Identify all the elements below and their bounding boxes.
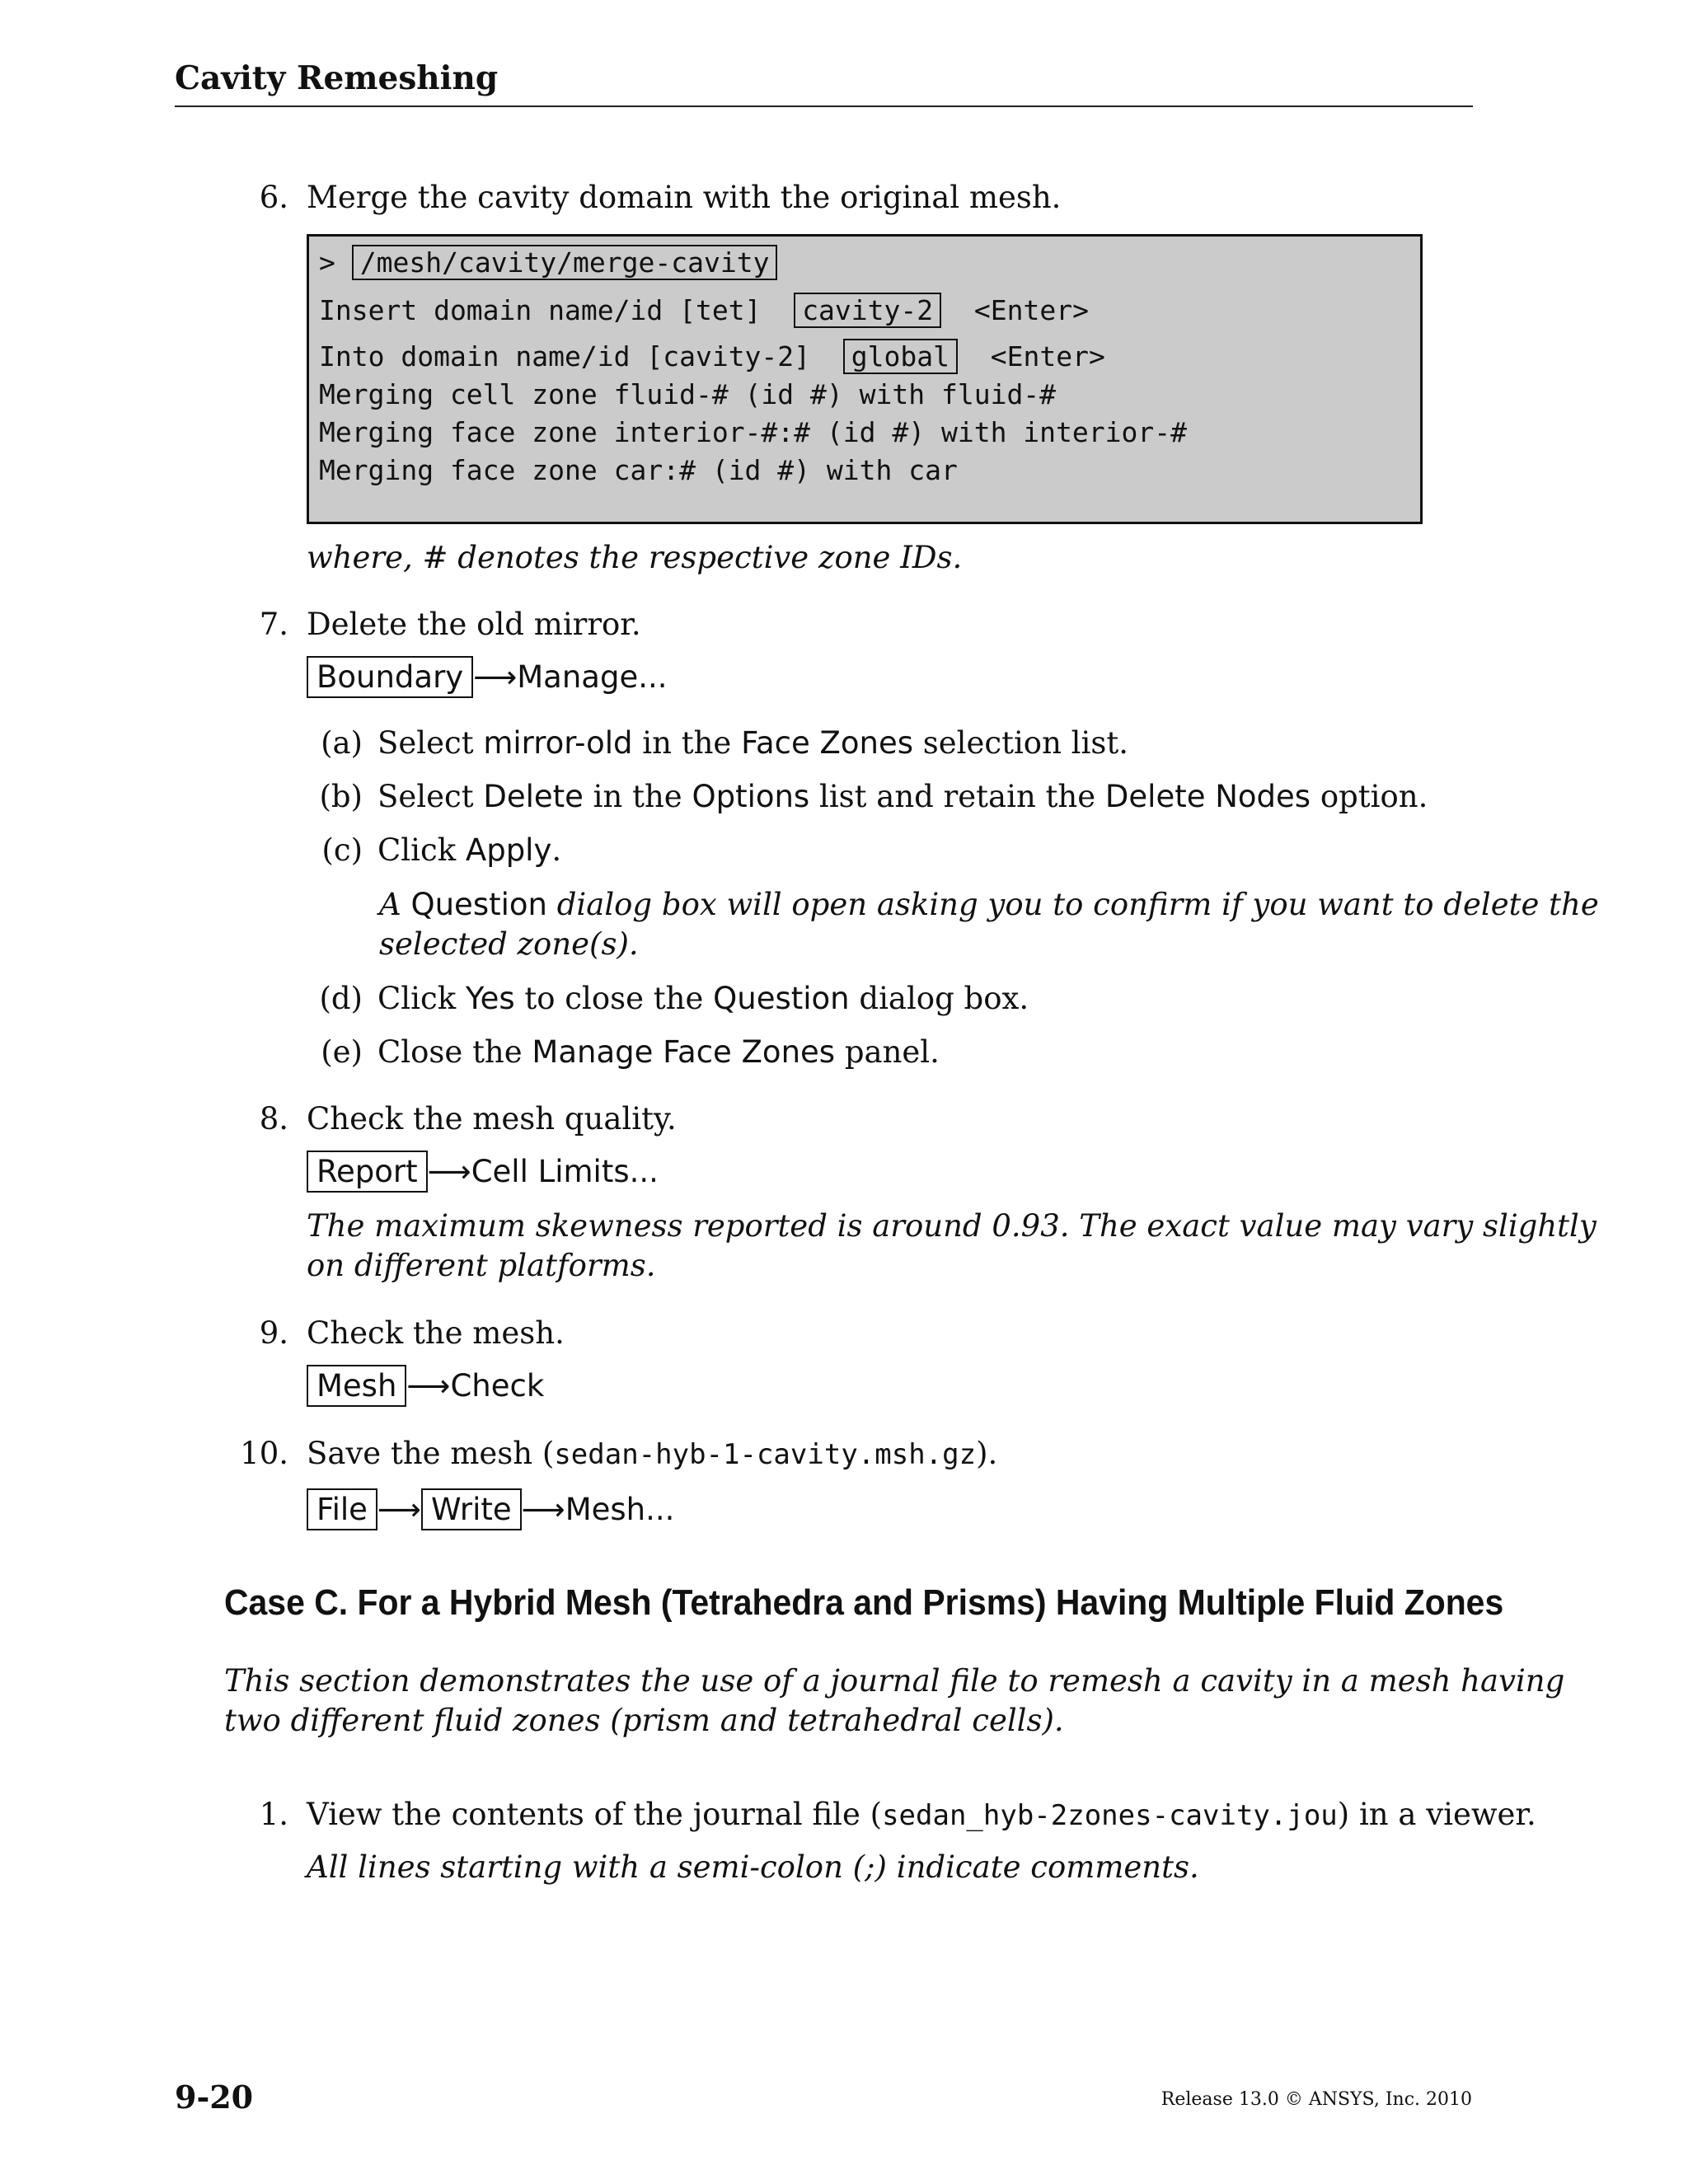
- step-7-menu-path: [307, 659, 668, 695]
- section-heading: Case C. For a Hybrid Mesh (Tetrahedra and Prisms) Having Multiple Fluid Zones: [224, 1582, 1504, 1623]
- face-zones-list-label: Face Zones: [741, 725, 913, 761]
- substep-e-text: Close the Manage Face Zones panel.: [377, 1034, 940, 1070]
- section-intro-line1: This section demonstrates the use of a journal file to remesh a cavity in a mesh having: [224, 1663, 1565, 1699]
- substep-d-text: Click Yes to close the Question dialog box.: [377, 981, 1029, 1016]
- terminal-line-insert: [319, 294, 1089, 326]
- substep-c-note-line1: A Question dialog box will open asking you to confirm if you want to delete the: [379, 887, 1599, 922]
- step-7-number: 7.: [259, 607, 288, 642]
- footer-page-number: 9-20: [175, 2079, 254, 2116]
- terminal-line-command: [319, 246, 777, 279]
- step-9-text: Check the mesh.: [307, 1315, 565, 1351]
- step-9-number: 9.: [259, 1315, 288, 1351]
- terminal-into-input: global: [843, 339, 958, 374]
- step-6-number: 6.: [259, 180, 288, 215]
- terminal-into-prompt: Into domain name/id [cavity-2]: [319, 340, 811, 373]
- footer-release: Release 13.0 © ANSYS, Inc. 2010: [1160, 2089, 1472, 2110]
- page-header-title: Cavity Remeshing: [175, 59, 499, 97]
- mesh-menu-button[interactable]: Mesh: [307, 1365, 406, 1407]
- substep-d-letter: (d): [319, 981, 363, 1016]
- terminal-line-merge-car: Merging face zone car:# (id #) with car: [319, 454, 958, 486]
- file-menu-button[interactable]: File: [307, 1488, 377, 1530]
- write-menu-button[interactable]: Write: [421, 1488, 522, 1530]
- substep-b-text: Select Delete in the Options list and retain the Delete Nodes option.: [377, 779, 1428, 814]
- terminal-insert-prompt: Insert domain name/id [tet]: [319, 294, 762, 326]
- step-c1-text: View the contents of the journal file (sedan_hyb-2zones-cavity.jou) in a viewer.: [307, 1797, 1536, 1832]
- manage-face-zones-panel-label: Manage Face Zones: [532, 1034, 836, 1070]
- journal-filename: sedan_hyb-2zones-cavity.jou: [882, 1799, 1338, 1832]
- menu-arrow-icon: ⟶: [473, 659, 518, 695]
- yes-button-label: Yes: [465, 981, 515, 1016]
- terminal-enter-key: <Enter>: [973, 294, 1089, 326]
- step-10-menu-path: [307, 1492, 674, 1527]
- step-10-text: Save the mesh (sedan-hyb-1-cavity.msh.gz).: [307, 1436, 998, 1471]
- substep-c-letter: (c): [321, 832, 363, 868]
- mesh-filename: sedan-hyb-1-cavity.msh.gz: [554, 1438, 977, 1471]
- delete-nodes-option-label: Delete Nodes: [1104, 779, 1311, 814]
- step-8-note-line1: The maximum skewness reported is around 0.93. The exact value may vary slightly: [307, 1208, 1597, 1244]
- step-8-menu-path: [307, 1154, 659, 1189]
- cell-limits-menu-item[interactable]: Cell Limits...: [471, 1154, 659, 1189]
- options-list-label: Options: [692, 779, 810, 814]
- delete-option-label: Delete: [483, 779, 584, 814]
- step-c1-note: All lines starting with a semi-colon (;) indicate comments.: [307, 1849, 1199, 1885]
- terminal-enter-key: <Enter>: [990, 340, 1105, 373]
- substep-e-letter: (e): [321, 1034, 363, 1070]
- mirror-old-item: mirror-old: [483, 725, 633, 761]
- step-6-text: Merge the cavity domain with the original mesh.: [307, 180, 1062, 215]
- menu-arrow-icon: ⟶: [406, 1368, 451, 1404]
- section-intro-line2: two different fluid zones (prism and tetrahedral cells).: [224, 1703, 1064, 1738]
- check-menu-item[interactable]: Check: [450, 1368, 545, 1404]
- mesh-write-menu-item[interactable]: Mesh...: [565, 1492, 675, 1527]
- terminal-prompt: >: [319, 246, 335, 279]
- terminal-line-into: [319, 340, 1105, 373]
- terminal-insert-input: cavity-2: [794, 293, 941, 328]
- step-8-note-line2: on different platforms.: [307, 1248, 656, 1283]
- step-6-note: where, # denotes the respective zone IDs.: [307, 540, 963, 575]
- step-9-menu-path: [307, 1368, 544, 1404]
- terminal-block: [307, 234, 1423, 524]
- step-10-number: 10.: [240, 1436, 288, 1471]
- substep-b-letter: (b): [319, 779, 363, 814]
- report-menu-button[interactable]: Report: [307, 1151, 428, 1193]
- header-rule: [175, 105, 1473, 107]
- question-dialog-label: Question: [410, 887, 547, 922]
- substep-c-note-line2: selected zone(s).: [379, 926, 639, 962]
- terminal-line-merge-cell: Merging cell zone fluid-# (id #) with fluid-#: [319, 378, 1057, 410]
- substep-a-text: Select mirror-old in the Face Zones selection list.: [377, 725, 1128, 761]
- substep-a-letter: (a): [321, 725, 363, 761]
- menu-arrow-icon: ⟶: [427, 1154, 471, 1189]
- menu-arrow-icon: ⟶: [521, 1492, 565, 1527]
- terminal-line-merge-interior: Merging face zone interior-#:# (id #) with interior-#: [319, 416, 1187, 448]
- terminal-command: /mesh/cavity/merge-cavity: [352, 245, 778, 280]
- substep-c-text: Click Apply.: [377, 832, 562, 868]
- apply-button-label: Apply: [465, 832, 552, 868]
- step-8-text: Check the mesh quality.: [307, 1101, 677, 1137]
- manage-menu-item[interactable]: Manage...: [517, 659, 668, 695]
- step-c1-number: 1.: [259, 1797, 288, 1832]
- question-dialog-label: Question: [713, 981, 850, 1016]
- step-8-number: 8.: [259, 1101, 288, 1137]
- step-7-text: Delete the old mirror.: [307, 607, 641, 642]
- menu-arrow-icon: ⟶: [377, 1492, 421, 1527]
- boundary-menu-button[interactable]: Boundary: [307, 656, 473, 698]
